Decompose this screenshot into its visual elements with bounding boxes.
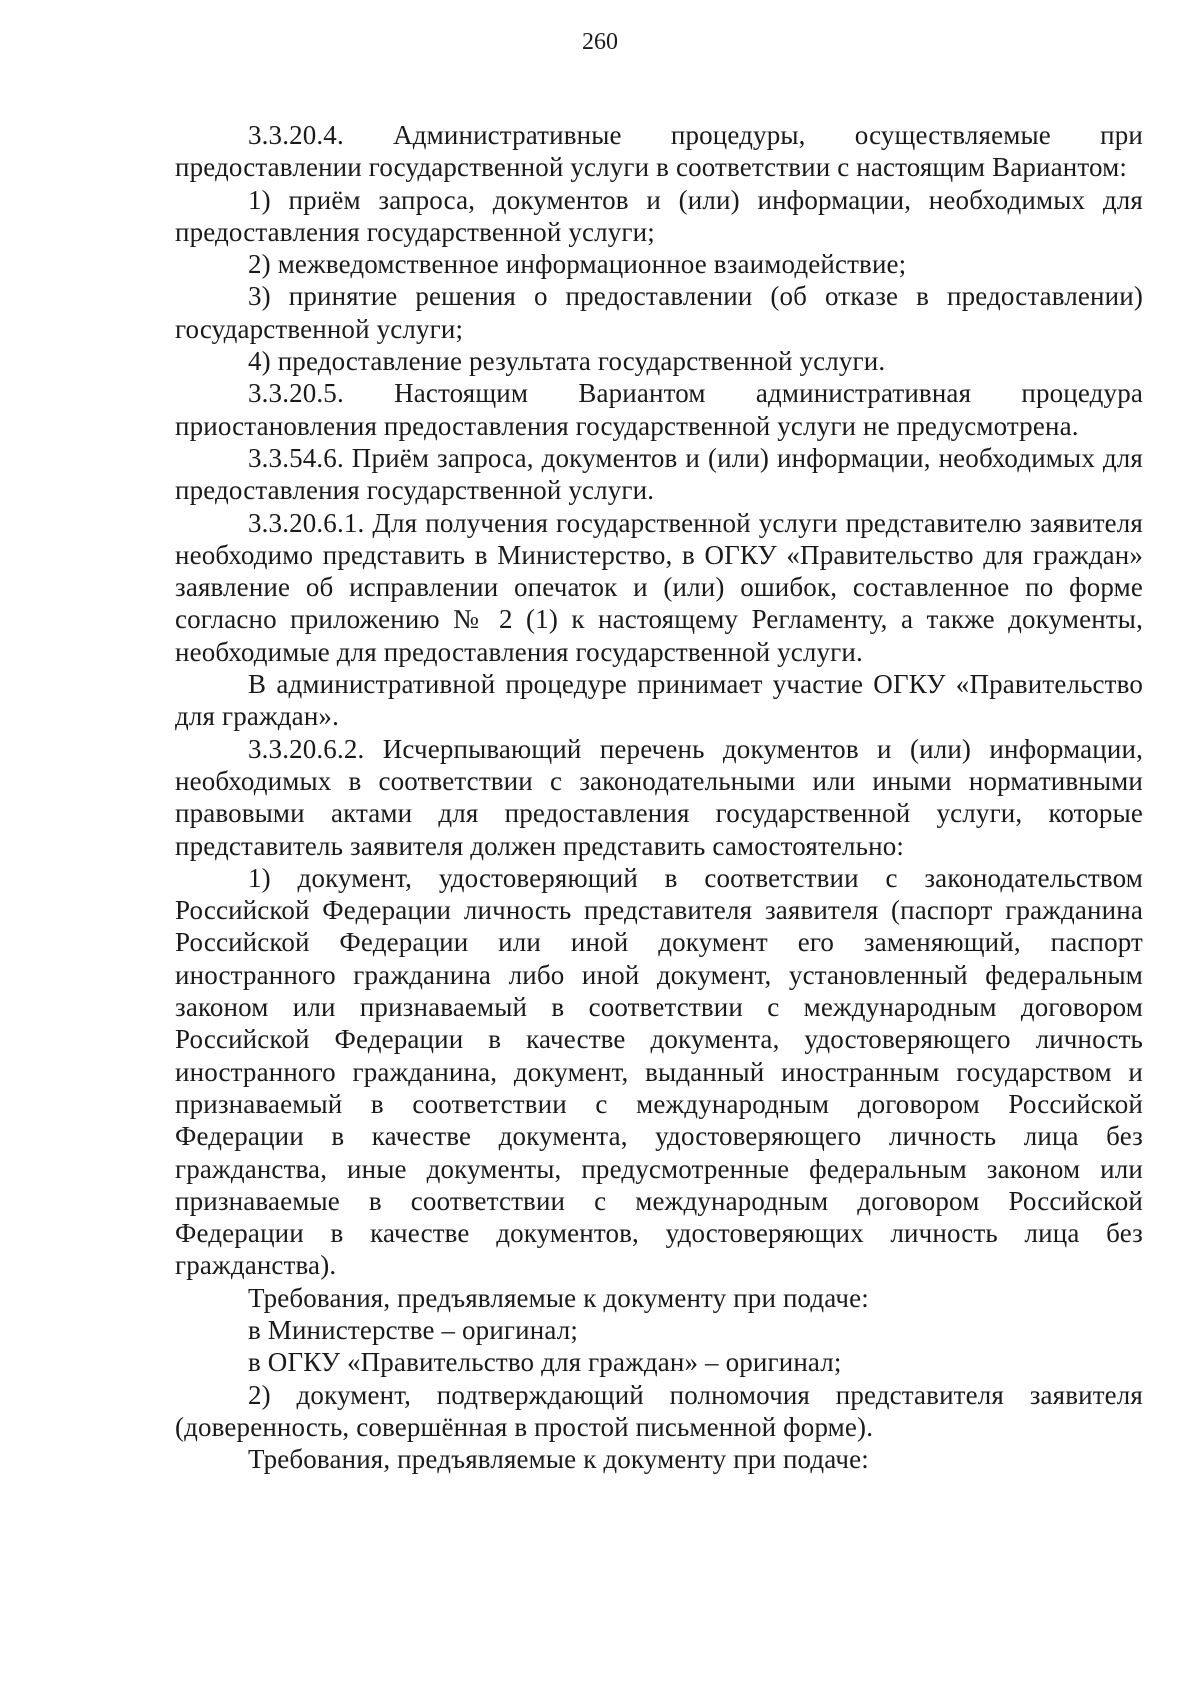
list-item-4-result: 4) предоставление результата государственной услуги. [248, 346, 886, 377]
paragraph-3-3-20-6-2: 3.3.20.6.2. Исчерпывающий перечень документов и (или) информации, необходимых в соответствии с законодательными или иными нормативными правовыми актами для предоставления государственной услуги, которые представитель заявителя должен представить самостоятельно: [175, 733, 1143, 861]
list-item-2-interagency: 2) межведомственное информационное взаимодействие; [248, 249, 907, 280]
paragraph-3-3-20-5: 3.3.20.5. Настоящим Вариантом административная процедура приостановления предоставления государственной услуги не предусмотрена. [175, 378, 1143, 441]
paragraph-3-3-54-6: 3.3.54.6. Приём запроса, документов и (или) информации, необходимых для предоставления государственной услуги. [175, 442, 1143, 506]
list-item-1-request-intake: 1) приём запроса, документов и (или) информации, необходимых для предоставления государственной услуги; [175, 184, 1143, 247]
paragraph-ogku-original: в ОГКУ «Правительство для граждан» – оригинал; [248, 1347, 842, 1378]
paragraph-ministry-original: в Министерстве – оригинал; [248, 1314, 578, 1345]
list-item-1-identity-document: 1) документ, удостоверяющий в соответствии с законодательством Российской Федерации личность представителя заявителя (паспорт гражданина Российской Федерации или иной документ его заменяющий, паспорт иностранного гражданина либо иной документ, установленный федеральным законом или признаваемый в соответствии с международным договором Российской Федерации в качестве документа, удостоверяющего личность иностранного гражданина, документ, выданный иностранным государством и признаваемый в соответствии с международным договором Российской Федерации в качестве документа, удостоверяющего личность лица без гражданства, иные документы, предусмотренные федеральным законом или признаваемые в соответствии с международным договором Российской Федерации в качестве документов, удостоверяющих личность лица без гражданства). [175, 862, 1143, 1281]
paragraph-3-3-20-4: 3.3.20.4. Административные процедуры, осуществляемые при предоставлении государственной услуги в соответствии с настоящим Вариантом: [175, 120, 1143, 183]
paragraph-requirements-1: Требования, предъявляемые к документу при подаче: [248, 1282, 869, 1313]
paragraph-3-3-20-6-1: 3.3.20.6.1. Для получения государственной услуги представителю заявителя необходимо представить в Министерство, в ОГКУ «Правительство для граждан» заявление об исправлении опечаток и (или) ошибок, составленное по форме согласно приложению № 2 (1) к настоящему Регламенту, а также документы, необходимые для предоставления государственной услуги. [175, 507, 1143, 667]
paragraph-participation: В административной процедуре принимает участие ОГКУ «Правительство для граждан». [175, 669, 1143, 732]
document-body [175, 119, 1143, 1475]
list-item-2-power-of-attorney: 2) документ, подтверждающий полномочия представителя заявителя (доверенность, совершённая в простой письменной форме). [175, 1379, 1143, 1442]
list-item-3-decision: 3) принятие решения о предоставлении (об отказе в предоставлении) государственной услуги; [175, 281, 1143, 344]
page-number: 260 [582, 29, 618, 55]
paragraph-requirements-2: Требования, предъявляемые к документу при подаче: [248, 1444, 869, 1475]
